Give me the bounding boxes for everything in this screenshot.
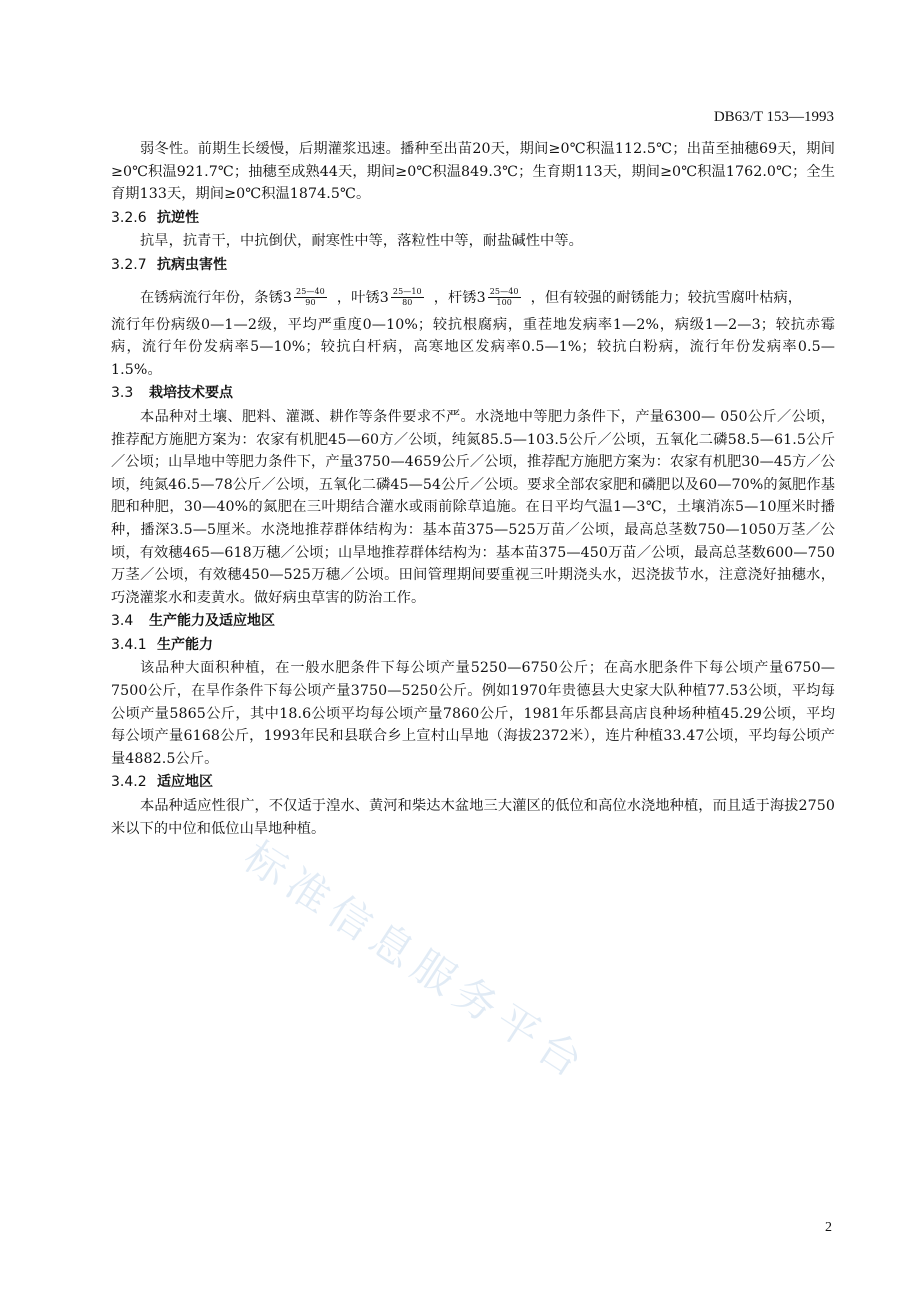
- section-number: 3.3: [111, 385, 134, 402]
- section-heading-3-3: [111, 382, 835, 405]
- section-number: 3.4.1: [111, 636, 147, 653]
- section-number: 3.2.7: [111, 256, 147, 273]
- paragraph-cultivation: 本品种对土壤、肥料、灌溉、耕作等条件要求不严。水浇地中等肥力条件下，产量6300— 050公斤／公顷，推荐配方施肥方案为：农家有机肥45—60方／公顷，纯氮85.5—103.5公斤／公顷，五氧化二磷58.5—61.5公斤／公顷；山旱地中等肥力条件下，产量3750—4659公斤／公顷，推荐配方施肥方案为：农家有机肥30—45方／公顷，纯氮46.5—78公斤／公顷，五氧化二磷45—54公斤／公顷。要求全部农家肥和磷肥以及60—70%的氮肥作基肥和种肥，30—40%的氮肥在三叶期结合灌水或雨前除草追施。在日平均气温1—3℃，土壤消冻5—10厘米时播种，播深3.5—5厘米。水浇地推荐群体结构为：基本苗375—525万苗／公顷，最高总茎数750—1050万茎／公顷，有效穗465—618万穗／公顷；山旱地推荐群体结构为：基本苗375—450万苗／公顷，最高总茎数600—750万茎／公顷，有效穗450—525万穗／公顷。田间管理期间要重视三叶期浇头水，迟浇拔节水，注意浇好抽穗水，巧浇灌浆水和麦黄水。做好病虫草害的防治工作。: [111, 408, 835, 606]
- section-title: 适应地区: [157, 774, 213, 791]
- paragraph-disease-resistance: 流行年份病级0—1—2级，平均严重度0—10%；较抗根腐病，重茬地发病率1—2%，病级1—2—3；较抗赤霉病，流行年份发病率5—10%；较抗白杆病，高寒地区发病率0.5—1%；较抗白粉病，流行年份发病率0.5—1.5%。: [111, 316, 835, 378]
- rust-mid-text: ，杆锈3: [433, 289, 486, 306]
- stem-rust-fraction: [488, 287, 521, 308]
- rust-tail-text: ，但有较强的耐锈能力；较抗雪腐叶枯病，: [530, 289, 803, 306]
- section-title: 生产能力: [157, 636, 213, 653]
- leaf-rust-fraction: [391, 287, 424, 308]
- document-body: [111, 138, 835, 840]
- fraction-numerator: 25—10: [392, 287, 422, 297]
- fraction-numerator: 25—40: [489, 287, 519, 297]
- rust-mid-text: ，叶锈3: [336, 289, 389, 306]
- stripe-rust-fraction: [294, 287, 327, 308]
- fraction-numerator: 25—40: [296, 287, 325, 297]
- fraction-denominator: 100: [496, 298, 512, 308]
- section-heading-3-4: [111, 610, 835, 633]
- rust-lead-text: 在锈病流行年份，条锈3: [140, 289, 293, 306]
- section-heading-3-2-7: [111, 254, 835, 277]
- section-heading-3-4-2: [111, 771, 835, 794]
- section-title: 栽培技术要点: [149, 385, 233, 402]
- paragraph-growth-period: 弱冬性。前期生长缓慢，后期灌浆迅速。播种至出苗20天，期间≥0℃积温112.5℃；出苗至抽穗69天，期间≥0℃积温921.7℃；抽穗至成熟44天，期间≥0℃积温849.3℃；生育期113天，期间≥0℃积温1762.0℃；全生育期133天，期间≥0℃积温1874.5℃。: [111, 141, 835, 203]
- paragraph-stress-resistance: 抗旱，抗青干，中抗倒伏，耐寒性中等，落粒性中等，耐盐碱性中等。: [140, 233, 583, 250]
- section-heading-3-4-1: [111, 634, 835, 657]
- fraction-denominator: 90: [305, 298, 316, 308]
- watermark: 标准信息服务平台: [235, 831, 598, 1091]
- paragraph-yield: 该品种大面积种植，在一般水肥条件下每公顷产量5250—6750公斤；在高水肥条件下每公顷产量6750—7500公斤，在旱作条件下每公顷产量3750—5250公斤。例如1970年贵德县大史家大队种植77.53公顷，平均每公顷产量5865公斤，其中18.6公顷平均每公顷产量7860公斤，1981年乐都县高店良种场种植45.29公顷，平均每公顷产量6168公斤，1993年民和县联合乡上宣村山旱地（海拔2372米），连片种植33.47公顷，平均每公顷产量4882.5公斤。: [111, 660, 835, 767]
- paragraph-adaptation: 本品种适应性很广，不仅适于湟水、黄河和柴达木盆地三大灌区的低位和高位水浇地种植，而且适于海拔2750米以下的中位和低位山旱地种植。: [111, 798, 835, 837]
- paragraph-rust-resistance: [111, 279, 835, 318]
- section-title: 生产能力及适应地区: [149, 613, 275, 630]
- document-code: DB63/T 153—1993: [713, 109, 834, 125]
- fraction-denominator: 80: [402, 298, 413, 308]
- section-number: 3.4.2: [111, 774, 147, 791]
- page-number: 2: [825, 1220, 832, 1235]
- section-number: 3.4: [111, 613, 134, 630]
- section-number: 3.2.6: [111, 209, 147, 226]
- section-title: 抗逆性: [157, 209, 199, 226]
- section-title: 抗病虫害性: [157, 256, 227, 273]
- section-heading-3-2-6: [111, 207, 835, 230]
